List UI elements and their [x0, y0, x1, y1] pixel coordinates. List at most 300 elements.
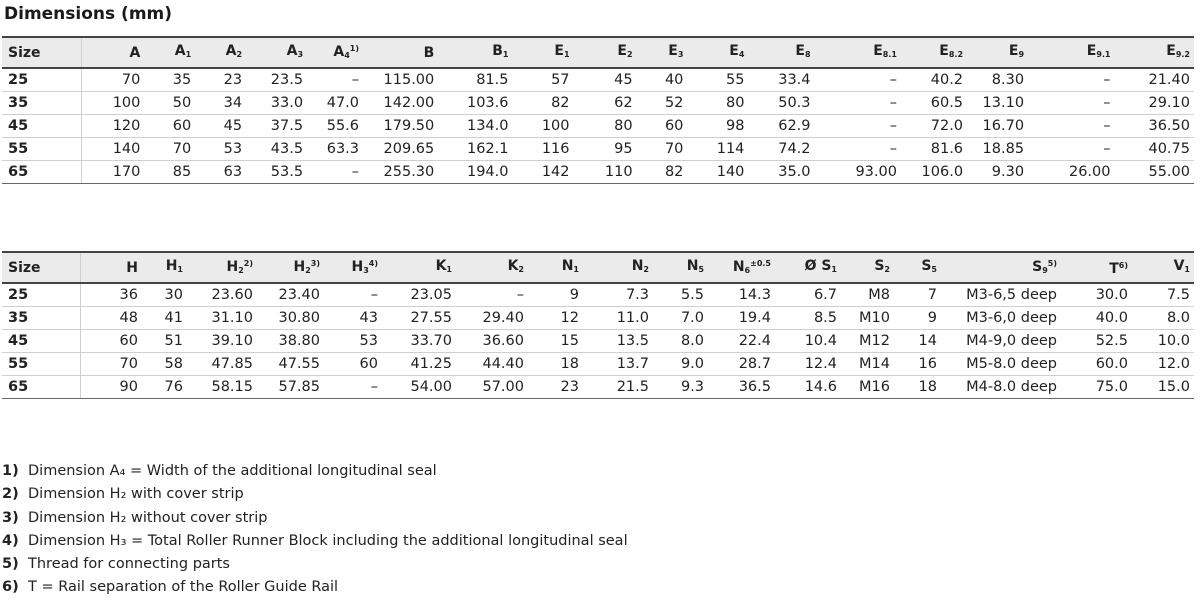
header-subscript: 5 [931, 264, 937, 274]
column-header [2, 252, 80, 283]
footnote-text: Dimension H₃ = Total Roller Runner Block including the additional longitudinal seal [28, 532, 628, 549]
header-label: E [1086, 42, 1097, 59]
table-header-row [2, 252, 1194, 283]
footnote-number: 4) [2, 532, 19, 549]
table-cell: 16.70 [967, 115, 1028, 138]
table-cell: 82 [513, 92, 574, 115]
size-cell: 65 [2, 161, 81, 184]
size-cell: 25 [2, 68, 81, 92]
table-cell: – [456, 283, 528, 307]
table-cell: 162.1 [438, 138, 512, 161]
table-cell: 142 [513, 161, 574, 184]
header-label: E [939, 42, 949, 59]
table-cell: M5-8.0 deep [941, 353, 1061, 376]
header-label: Size [8, 44, 41, 61]
table-cell: M10 [841, 307, 894, 330]
table-cell: 18 [528, 353, 583, 376]
table-cell: M16 [841, 376, 894, 399]
table-cell: 9 [894, 307, 941, 330]
table-cell: 9.0 [653, 353, 708, 376]
table-cell: 134.0 [438, 115, 512, 138]
table-cell: 23.40 [257, 283, 324, 307]
table-cell: 55 [687, 68, 748, 92]
header-subscript: 5 [698, 264, 704, 274]
header-label: E [1166, 42, 1176, 59]
header-subscript: 2 [236, 49, 243, 59]
table-cell: 40.2 [901, 68, 967, 92]
header-subscript: 8.2 [948, 49, 964, 59]
footnote-text: Dimension A₄ = Width of the additional longitudinal seal [28, 463, 437, 479]
header-label: E [617, 42, 627, 59]
header-footnote-ref: 3) [310, 259, 320, 268]
table-cell: – [324, 376, 382, 399]
header-subscript: 2 [238, 266, 244, 275]
table-cell: – [815, 138, 901, 161]
table-cell: 60 [324, 353, 382, 376]
table-cell: 8.5 [775, 307, 841, 330]
table-cell: 38.80 [257, 330, 324, 353]
table-row [2, 330, 1194, 353]
table-cell: 40.75 [1115, 138, 1195, 161]
column-header [187, 252, 257, 283]
size-cell: 55 [2, 138, 81, 161]
table-cell: 33.0 [246, 92, 307, 115]
header-label: E [795, 42, 805, 59]
table-cell: 13.10 [967, 92, 1028, 115]
column-header [246, 37, 307, 68]
header-label: B [492, 42, 503, 59]
table-cell: 60.0 [1061, 353, 1132, 376]
table-cell: 23.5 [246, 68, 307, 92]
size-cell: 45 [2, 330, 80, 353]
column-header [653, 252, 708, 283]
table-cell: 43.5 [246, 138, 307, 161]
table-cell: 8.0 [1132, 307, 1194, 330]
footnote-item [2, 553, 628, 576]
header-subscript: 3 [297, 49, 304, 59]
table-cell: 10.0 [1132, 330, 1194, 353]
table-cell: 9.30 [967, 161, 1028, 184]
header-subscript: 4 [738, 49, 745, 59]
column-header [637, 37, 688, 68]
header-subscript: 8.1 [882, 49, 897, 59]
table-cell: 142.00 [363, 92, 438, 115]
header-subscript: 1 [831, 264, 837, 274]
table-cell: 63.3 [307, 138, 363, 161]
table-cell: 55.6 [307, 115, 363, 138]
header-label: E [668, 42, 678, 59]
column-header [2, 37, 81, 68]
header-label: N [686, 257, 699, 274]
table-cell: – [815, 68, 901, 92]
table-cell: M12 [841, 330, 894, 353]
footnote-item [2, 576, 628, 599]
header-label: B [423, 44, 435, 61]
column-header [142, 252, 187, 283]
header-subscript: 3 [677, 49, 684, 59]
header-subscript: 1 [185, 49, 192, 59]
header-label: H [351, 259, 364, 275]
header-subscript: 2 [518, 264, 524, 274]
column-header [382, 252, 456, 283]
column-header [574, 37, 637, 68]
table-cell: 57.85 [257, 376, 324, 399]
table-cell: 82 [637, 161, 688, 184]
table-cell: 18 [894, 376, 941, 399]
header-subscript: 2 [305, 266, 311, 275]
table-cell: 75.0 [1061, 376, 1132, 399]
header-footnote-ref: 4) [368, 259, 378, 268]
table-cell: 21.40 [1115, 68, 1195, 92]
table-cell: 63 [195, 161, 246, 184]
table-cell: 30 [142, 283, 187, 307]
column-header [841, 252, 894, 283]
header-subscript: 1 [502, 49, 509, 59]
header-footnote-ref: 1) [349, 44, 360, 53]
table-cell: 120 [81, 115, 144, 138]
table-cell: 23 [195, 68, 246, 92]
table-cell: 14.6 [775, 376, 841, 399]
table-cell: 22.4 [708, 330, 775, 353]
table-cell: 6.7 [775, 283, 841, 307]
table-cell: 37.5 [246, 115, 307, 138]
column-header [144, 37, 195, 68]
table-cell: 15.0 [1132, 376, 1194, 399]
table-cell: 100 [81, 92, 144, 115]
table-cell: – [307, 161, 363, 184]
table-cell: – [1028, 68, 1114, 92]
table-cell: 52 [637, 92, 688, 115]
column-header [775, 252, 841, 283]
header-subscript: 1 [563, 49, 570, 59]
table-row [2, 283, 1194, 307]
table-cell: 76 [142, 376, 187, 399]
header-subscript: 9.2 [1175, 49, 1190, 59]
table-cell: 35 [144, 68, 195, 92]
table-cell: 16 [894, 353, 941, 376]
size-cell: 45 [2, 115, 81, 138]
table-cell: 47.85 [187, 353, 257, 376]
table-cell: 60.5 [901, 92, 967, 115]
header-label: E [873, 42, 883, 59]
header-label: K [507, 257, 519, 274]
column-header [528, 252, 583, 283]
table-cell: 7.3 [583, 283, 653, 307]
table-cell: 140 [81, 138, 144, 161]
header-footnote-ref: ±0.5 [750, 259, 771, 268]
column-header [708, 252, 775, 283]
footnote-item [2, 507, 628, 530]
table-cell: 115.00 [363, 68, 438, 92]
header-label: S [921, 257, 932, 274]
size-cell: 25 [2, 283, 80, 307]
table-cell: 60 [80, 330, 142, 353]
table-cell: 80 [574, 115, 637, 138]
table-cell: M3-6,5 deep [941, 283, 1061, 307]
table-row [2, 353, 1194, 376]
table-cell: 58 [142, 353, 187, 376]
column-header [195, 37, 246, 68]
table-cell: 114 [687, 138, 748, 161]
header-label: K [435, 257, 447, 274]
table-cell: 90 [80, 376, 142, 399]
table-cell: 72.0 [901, 115, 967, 138]
table-cell: 30.0 [1061, 283, 1132, 307]
table-cell: 12 [528, 307, 583, 330]
table-header-row [2, 37, 1194, 68]
table-cell: 12.4 [775, 353, 841, 376]
table-cell: 36.50 [1115, 115, 1195, 138]
table-cell: 39.10 [187, 330, 257, 353]
table-cell: 12.0 [1132, 353, 1194, 376]
table-row [2, 115, 1194, 138]
column-header [1132, 252, 1194, 283]
table-cell: 44.40 [456, 353, 528, 376]
table-cell: 54.00 [382, 376, 456, 399]
footnote-number: 2) [2, 486, 19, 503]
footnotes [2, 460, 628, 600]
table-cell: 40.0 [1061, 307, 1132, 330]
table-cell: M8 [841, 283, 894, 307]
header-subscript: 2 [643, 264, 649, 274]
dimensions-table-2 [2, 251, 1194, 399]
table-cell: 47.55 [257, 353, 324, 376]
table-cell: 255.30 [363, 161, 438, 184]
column-header [324, 252, 382, 283]
table-cell: 26.00 [1028, 161, 1114, 184]
table-cell: 30.80 [257, 307, 324, 330]
footnote-number: 1) [2, 463, 19, 479]
column-header [583, 252, 653, 283]
header-label: E [1008, 42, 1019, 59]
table-cell: 70 [81, 68, 144, 92]
table-cell: 194.0 [438, 161, 512, 184]
table-cell: 98 [687, 115, 748, 138]
table-cell: 50.3 [748, 92, 814, 115]
table-cell: 21.5 [583, 376, 653, 399]
table-cell: 53 [195, 138, 246, 161]
header-label: E [554, 42, 564, 59]
column-header [1115, 37, 1195, 68]
table-cell: 70 [80, 353, 142, 376]
table-cell: – [307, 68, 363, 92]
table-row [2, 307, 1194, 330]
table-cell: 74.2 [748, 138, 814, 161]
table-row [2, 161, 1194, 184]
size-cell: 35 [2, 307, 80, 330]
column-header [894, 252, 941, 283]
table-cell: 57 [513, 68, 574, 92]
header-subscript: 2 [626, 49, 633, 59]
footnote-text: Dimension H₂ without cover strip [28, 509, 268, 526]
header-footnote-ref: 5) [1047, 259, 1057, 268]
table-cell: 28.7 [708, 353, 775, 376]
table-cell: 33.4 [748, 68, 814, 92]
table-cell: 14 [894, 330, 941, 353]
table-cell: 29.40 [456, 307, 528, 330]
table-cell: 10.4 [775, 330, 841, 353]
footnote-number: 5) [2, 556, 19, 573]
table-cell: 33.70 [382, 330, 456, 353]
table-cell: M3-6,0 deep [941, 307, 1061, 330]
table-cell: 55.00 [1115, 161, 1195, 184]
table-cell: 70 [144, 138, 195, 161]
footnote-text: Thread for connecting parts [28, 556, 230, 573]
table-cell: 8.30 [967, 68, 1028, 92]
table-cell: 34 [195, 92, 246, 115]
table-cell: 23.60 [187, 283, 257, 307]
header-subscript: 9 [1042, 266, 1048, 275]
size-cell: 35 [2, 92, 81, 115]
table-cell: 41 [142, 307, 187, 330]
table-cell: M4-9,0 deep [941, 330, 1061, 353]
table-cell: 29.10 [1115, 92, 1195, 115]
table-cell: 9 [528, 283, 583, 307]
page-title: Dimensions (mm) [4, 4, 173, 24]
table-cell: 11.0 [583, 307, 653, 330]
table-cell: 50 [144, 92, 195, 115]
table-cell: 103.6 [438, 92, 512, 115]
footnote-number: 3) [2, 509, 19, 526]
table-cell: – [324, 283, 382, 307]
table-cell: – [1028, 92, 1114, 115]
column-header [80, 252, 142, 283]
table-cell: – [815, 92, 901, 115]
table-cell: 40 [637, 68, 688, 92]
header-label: H [226, 259, 239, 275]
header-label: A [225, 42, 237, 59]
header-label: N [732, 259, 745, 275]
header-subscript: 8 [804, 49, 811, 59]
table-cell: 7.0 [653, 307, 708, 330]
header-label: H [126, 259, 138, 276]
header-subscript: 3 [363, 266, 369, 275]
table-cell: 62 [574, 92, 637, 115]
table-cell: 14.3 [708, 283, 775, 307]
table-cell: 31.10 [187, 307, 257, 330]
footnote-number: 6) [2, 579, 19, 596]
table-cell: 140 [687, 161, 748, 184]
table-cell: 57.00 [456, 376, 528, 399]
header-subscript: 1 [446, 264, 452, 274]
header-label: A [129, 44, 141, 61]
header-subscript: 2 [884, 264, 890, 274]
table-cell: 18.85 [967, 138, 1028, 161]
column-header [967, 37, 1028, 68]
column-header [748, 37, 814, 68]
header-label: S [874, 257, 885, 274]
table-cell: 23 [528, 376, 583, 399]
column-header [901, 37, 967, 68]
table-cell: 36.60 [456, 330, 528, 353]
table-cell: 35.0 [748, 161, 814, 184]
column-header [363, 37, 438, 68]
header-label: N [631, 257, 644, 274]
header-label: S [1032, 259, 1043, 275]
header-label: V [1173, 257, 1185, 274]
header-subscript: 1 [177, 264, 183, 274]
table-cell: 43 [324, 307, 382, 330]
table-cell: 100 [513, 115, 574, 138]
table-cell: 81.5 [438, 68, 512, 92]
header-subscript: 9.1 [1096, 49, 1111, 59]
table-cell: 170 [81, 161, 144, 184]
column-header [687, 37, 748, 68]
table-cell: 53.5 [246, 161, 307, 184]
table-cell: 7.5 [1132, 283, 1194, 307]
table-cell: 52.5 [1061, 330, 1132, 353]
table-row [2, 376, 1194, 399]
table-cell: 5.5 [653, 283, 708, 307]
dimensions-table-1 [2, 36, 1194, 184]
table-cell: 36 [80, 283, 142, 307]
column-header [456, 252, 528, 283]
table-cell: 110 [574, 161, 637, 184]
column-header [941, 252, 1061, 283]
table-cell: 116 [513, 138, 574, 161]
footnote-text: T = Rail separation of the Roller Guide Rail [28, 579, 339, 596]
header-label: A [333, 44, 345, 60]
table-cell: 70 [637, 138, 688, 161]
table-cell: M14 [841, 353, 894, 376]
table-cell: 13.5 [583, 330, 653, 353]
table-cell: 95 [574, 138, 637, 161]
table-cell: 60 [637, 115, 688, 138]
header-subscript: 9 [1018, 49, 1025, 59]
header-label: Size [8, 259, 41, 276]
table-cell: 51 [142, 330, 187, 353]
column-header [815, 37, 901, 68]
table-cell: 93.00 [815, 161, 901, 184]
table-cell: 13.7 [583, 353, 653, 376]
table-cell: M4-8.0 deep [941, 376, 1061, 399]
footnote-text: Dimension H₂ with cover strip [28, 486, 244, 503]
column-header [1028, 37, 1114, 68]
column-header [438, 37, 512, 68]
table-cell: – [1028, 138, 1114, 161]
table-cell: 179.50 [363, 115, 438, 138]
table-cell: 48 [80, 307, 142, 330]
column-header [307, 37, 363, 68]
table-cell: 23.05 [382, 283, 456, 307]
column-header [257, 252, 324, 283]
column-header [1061, 252, 1132, 283]
header-label: A [174, 42, 186, 59]
table-row [2, 92, 1194, 115]
table-cell: 81.6 [901, 138, 967, 161]
table-cell: 106.0 [901, 161, 967, 184]
table-cell: 53 [324, 330, 382, 353]
table-cell: 36.5 [708, 376, 775, 399]
header-footnote-ref: 2) [243, 259, 253, 268]
header-label: T [1109, 261, 1119, 277]
table-cell: 27.55 [382, 307, 456, 330]
table-cell: – [1028, 115, 1114, 138]
footnote-item [2, 530, 628, 553]
header-label: Ø S [804, 257, 832, 274]
header-label: E [729, 42, 739, 59]
table-cell: 60 [144, 115, 195, 138]
table-cell: 58.15 [187, 376, 257, 399]
header-label: N [561, 257, 574, 274]
table-cell: 45 [195, 115, 246, 138]
table-cell: 45 [574, 68, 637, 92]
column-header [513, 37, 574, 68]
header-subscript: 6 [744, 266, 751, 275]
table-cell: – [815, 115, 901, 138]
size-cell: 65 [2, 376, 80, 399]
footnote-item [2, 483, 628, 506]
